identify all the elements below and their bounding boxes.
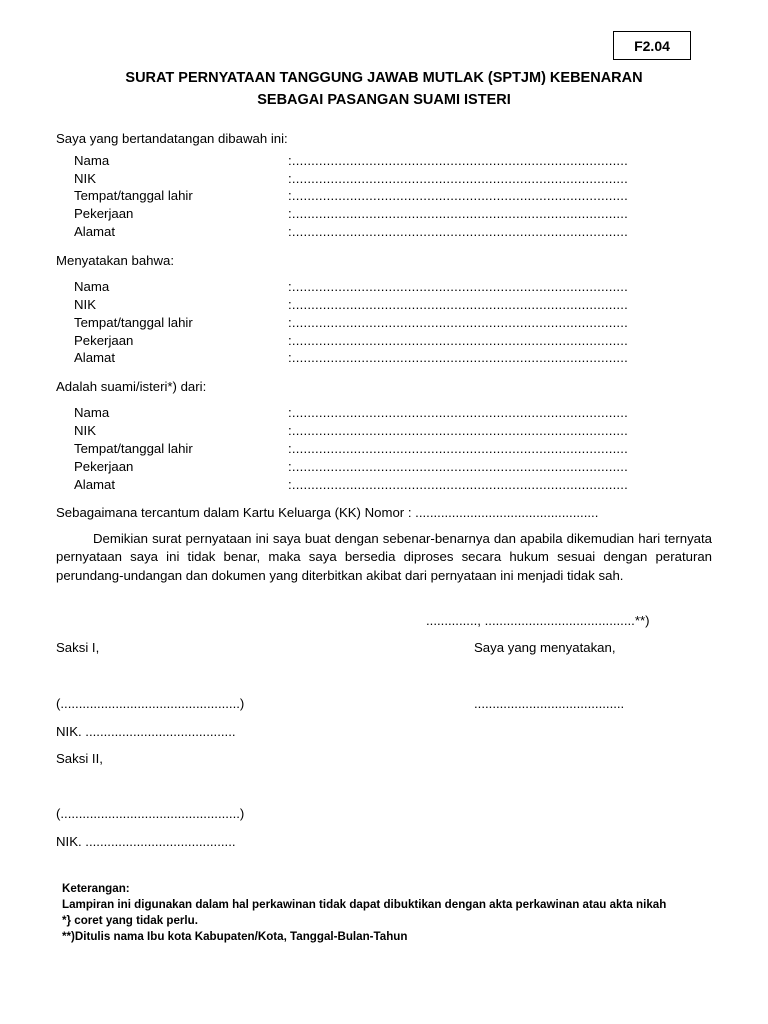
document-title-line1: SURAT PERNYATAAN TANGGUNG JAWAB MUTLAK (SPTJM) KEBENARAN (125, 70, 643, 86)
section-heading-spouse: Adalah suami/isteri*) dari: (56, 379, 207, 394)
form-code: F2.04 (634, 37, 670, 54)
notes-line: *} coret yang tidak perlu. (62, 914, 198, 927)
field-dotted-line: :....................................................................................... (288, 333, 629, 348)
declarant-label: Saya yang menyatakan, (474, 640, 616, 655)
field-dotted-line: :....................................................................................... (288, 441, 629, 456)
field-dotted-line: :....................................................................................... (288, 224, 629, 239)
field-dotted-line: :....................................................................................... (288, 459, 629, 474)
notes-line: **)Ditulis nama Ibu kota Kabupaten/Kota, Tanggal-Bulan-Tahun (62, 930, 408, 943)
field-dotted-line: :....................................................................................... (288, 405, 629, 420)
witness1-label: Saksi I, (56, 640, 100, 655)
statement-paragraph: Demikian surat pernyataan ini saya buat dengan sebenar-benarnya dan apabila dikemudian hari ternyata pernyataan saya ini tidak benar, maka saya bersedia diproses secara hukum sesuai dengan peraturan perundang-undangan dan dokumen yang diterbitkan akibat dari pernyataan ini menjadi tidak sah. (56, 531, 712, 583)
kk-number-line: Sebagaimana tercantum dalam Kartu Keluarga (KK) Nomor : .................................................. (56, 505, 599, 520)
field-label: Alamat (74, 350, 116, 365)
witness2-name-line: (.................................................) (56, 806, 245, 821)
notes-heading: Keterangan: (62, 882, 130, 895)
notes-line: Lampiran ini digunakan dalam hal perkawinan tidak dapat dibuktikan dengan akta perkawinan atau akta nikah (62, 898, 667, 911)
field-label: Nama (74, 153, 110, 168)
declarant-name-line: ......................................... (474, 696, 625, 711)
field-dotted-line: :....................................................................................... (288, 350, 629, 365)
field-dotted-line: :....................................................................................... (288, 171, 629, 186)
field-dotted-line: :....................................................................................... (288, 477, 629, 492)
field-label: NIK (74, 297, 96, 312)
field-dotted-line: :....................................................................................... (288, 297, 629, 312)
place-date-line: .............., .........................................**) (426, 613, 650, 628)
field-label: NIK (74, 423, 96, 438)
field-dotted-line: :....................................................................................... (288, 315, 629, 330)
witness1-name-line: (.................................................) (56, 696, 245, 711)
field-label: Tempat/tanggal lahir (74, 188, 193, 203)
witness2-nik-line: NIK. ......................................... (56, 834, 236, 849)
field-label: Nama (74, 279, 110, 294)
field-label: Nama (74, 405, 110, 420)
witness2-label: Saksi II, (56, 751, 103, 766)
field-dotted-line: :....................................................................................... (288, 206, 629, 221)
document-title-line2: SEBAGAI PASANGAN SUAMI ISTERI (257, 92, 511, 108)
field-label: Alamat (74, 224, 116, 239)
field-label: Tempat/tanggal lahir (74, 441, 193, 456)
field-label: Pekerjaan (74, 206, 134, 221)
witness1-nik-line: NIK. ......................................... (56, 724, 236, 739)
field-dotted-line: :....................................................................................... (288, 153, 629, 168)
field-label: Alamat (74, 477, 116, 492)
form-code-box (613, 31, 691, 60)
field-dotted-line: :....................................................................................... (288, 188, 629, 203)
field-label: Pekerjaan (74, 333, 134, 348)
field-label: NIK (74, 171, 96, 186)
field-label: Pekerjaan (74, 459, 134, 474)
section-heading-statement: Menyatakan bahwa: (56, 253, 175, 268)
field-dotted-line: :....................................................................................... (288, 423, 629, 438)
field-dotted-line: :....................................................................................... (288, 279, 629, 294)
section-heading-declarant: Saya yang bertandatangan dibawah ini: (56, 131, 288, 146)
field-label: Tempat/tanggal lahir (74, 315, 193, 330)
